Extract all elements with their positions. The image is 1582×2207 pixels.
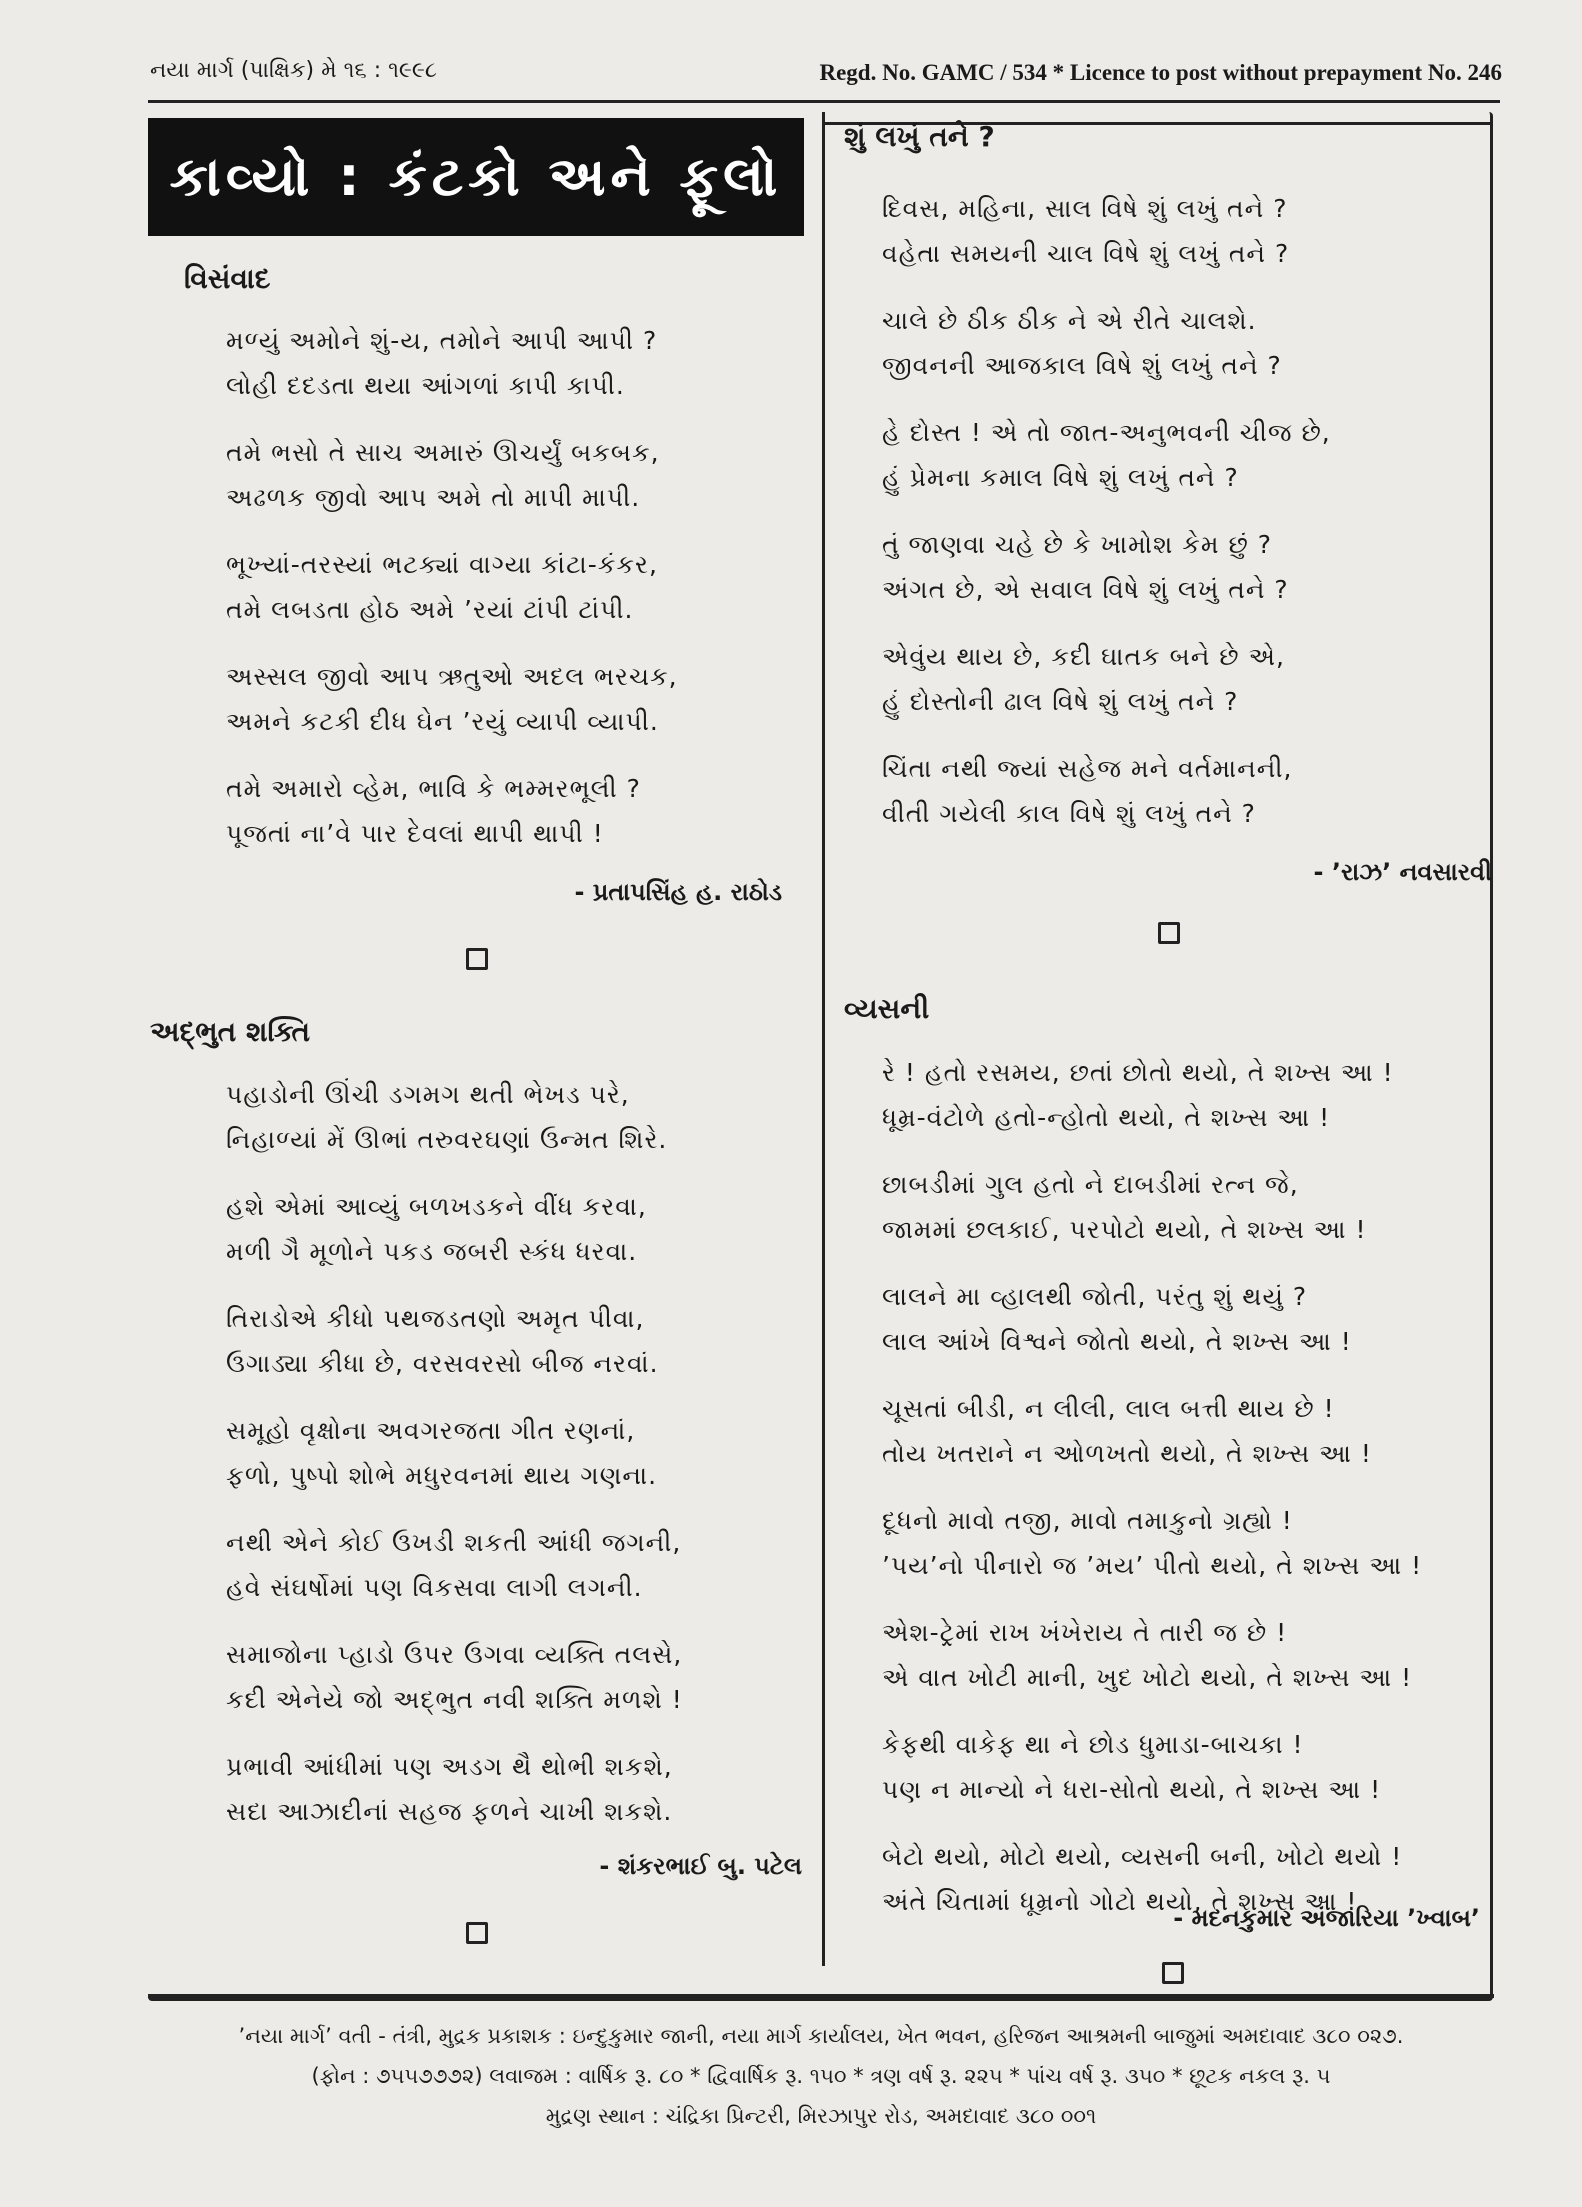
end-mark-box [466, 948, 488, 970]
stanza [226, 654, 678, 744]
stanza [226, 1744, 683, 1834]
stanza [226, 1072, 683, 1162]
poem-line: કેફથી વાકેફ થા ને છોડ ધુમાડા-બાચકા ! [882, 1730, 1304, 1759]
poem-line: સમાજોના પ્હાડો ઉપર ઉગવા વ્યક્તિ તલસે, [226, 1640, 683, 1669]
poem-line: લાલને મા વ્હાલથી જોતી, પરંતુ શું થયું ? [882, 1282, 1308, 1311]
poem-line: હું દોસ્તોની ઢાલ વિષે શું લખું તને ? [882, 687, 1239, 716]
poem-line: તોય ખતરાને ન ઓળખતો થયો, તે શખ્સ આ ! [882, 1439, 1372, 1468]
poem-line: પહાડોની ઊંચી ડગમગ થતી ભેખડ પરે, [226, 1080, 630, 1109]
stanza [226, 1408, 683, 1498]
poem-line: અઢળક જીવો આપ અમે તો માપી માપી. [226, 483, 641, 512]
poem-line: અંતે ચિતામાં ધૂમ્રનો ગોટો થયો, તે શખ્સ આ ! [882, 1887, 1358, 1916]
poem-line: મળ્યું અમોને શું-ય, તમોને આપી આપી ? [226, 326, 658, 355]
poem-title-adbhut: અદ્‌ભુત શક્તિ [150, 1015, 311, 1048]
poem-line: કદી એનેયે જો અદ્‌ભુત નવી શક્તિ મળશે ! [226, 1685, 683, 1714]
poem-line: જામમાં છલકાઈ, પરપોટો થયો, તે શખ્સ આ ! [882, 1215, 1367, 1244]
poem-line: વહેતા સમયની ચાલ વિષે શું લખું તને ? [882, 239, 1290, 268]
poem-adbhut-shakti [226, 1072, 683, 1856]
author-visamvad: - પ્રતાપસિંહ હ. રાઠોડ [574, 878, 782, 906]
poem-line: એવુંય થાય છે, કદી ઘાતક બને છે એ, [882, 642, 1285, 671]
poem-line: દિવસ, મહિના, સાલ વિષે શું લખું તને ? [882, 194, 1288, 223]
stanza [226, 542, 678, 632]
stanza [882, 634, 1331, 724]
poem-line: મળી ગૈ મૂળોને પકડ જબરી સ્કંધ ધરવા. [226, 1237, 638, 1266]
author-shu-lakhu: - ’રાઝ’ નવસારવી [1313, 858, 1492, 886]
banner-title: કાવ્યો : કંટકો અને ફૂલો [169, 145, 783, 208]
stanza [882, 1050, 1422, 1140]
poem-line: ધૂમ્ર-વંટોળે હતો-ન્હોતો થયો, તે શખ્સ આ ! [882, 1103, 1331, 1132]
poem-line: ભૂખ્યાં-તરસ્યાં ભટક્યાં વાગ્યા કાંટા-કંકર, [226, 550, 658, 579]
poem-line: રે ! હતો રસમય, છતાં છોતો થયો, તે શખ્સ આ ! [882, 1058, 1394, 1087]
stanza [226, 1296, 683, 1386]
poem-line: લાલ આંખે વિશ્વને જોતો થયો, તે શખ્સ આ ! [882, 1327, 1352, 1356]
stanza [226, 1184, 683, 1274]
poem-line: દૂધનો માવો તજી, માવો તમાકુનો ગ્રહ્યો ! [882, 1506, 1293, 1535]
poem-line: તું જાણવા ચહે છે કે ખામોશ કેમ છું ? [882, 530, 1273, 559]
poem-line: બેટો થયો, મોટો થયો, વ્યસની બની, ખોટો થયો ! [882, 1842, 1403, 1871]
poem-line: હવે સંઘર્ષોમાં પણ વિકસવા લાગી લગની. [226, 1573, 643, 1602]
stanza [226, 430, 678, 520]
poem-title-shu-lakhu: શું લખું તને ? [844, 120, 995, 153]
stanza [882, 1162, 1422, 1252]
stanza [882, 1386, 1422, 1476]
footer-printer: મુદ્રણ સ્થાન : ચંદ્રિકા પ્રિન્ટરી, મિરઝાપુર રોડ, અમદાવાદ ૩૮૦ ૦૦૧ [545, 2104, 1097, 2128]
poem-line: નિહાળ્યાં મેં ઊભાં તરુવરઘણાં ઉન્મત શિરે. [226, 1125, 668, 1154]
poem-line: ઉગાડ્યા કીધા છે, વરસવરસો બીજ નરવાં. [226, 1349, 659, 1378]
poem-line: એ વાત ખોટી માની, ખુદ ખોટો થયો, તે શખ્સ આ ! [882, 1663, 1413, 1692]
poetry-banner [148, 118, 804, 236]
end-mark-box [1162, 1962, 1184, 1984]
poem-title-visamvad: વિસંવાદ [184, 262, 271, 295]
poem-vyasani [882, 1050, 1422, 1946]
stanza [882, 1498, 1422, 1588]
stanza [882, 186, 1331, 276]
frame-bottom-rule [148, 1994, 1494, 1998]
stanza [226, 318, 678, 408]
end-mark-box [1158, 922, 1180, 944]
stanza [882, 298, 1331, 388]
poem-line: સમૂહો વૃક્ષોના અવગરજતા ગીત રણનાં, [226, 1416, 636, 1445]
poem-shu-lakhu-tane [882, 186, 1331, 858]
stanza [882, 746, 1331, 836]
poem-title-vyasani: વ્યસની [844, 992, 930, 1025]
poem-line: વીતી ગયેલી કાલ વિષે શું લખું તને ? [882, 799, 1256, 828]
author-adbhut: - શંકરભાઈ બુ. પટેલ [599, 1852, 802, 1880]
stanza [226, 766, 678, 856]
stanza [882, 522, 1331, 612]
poem-line: ચાલે છે ઠીક ઠીક ને એ રીતે ચાલશે. [882, 306, 1257, 335]
poem-line: પણ ન માન્યો ને ધરા-સોતો થયો, તે શખ્સ આ ! [882, 1775, 1382, 1804]
footer-subscription: (ફોન : ૭૫૫૭૭૭૨) લવાજમ : વાર્ષિક રૂ. ૮૦ * દ્વિવાર્ષિક રૂ. ૧૫૦ * ત્રણ વર્ષ રૂ. ૨૨૫ * પાંચ વર્ષ રૂ. ૩૫૦ * છૂટક નકલ રૂ. ૫ [311, 2064, 1331, 2088]
poem-line: પૂજતાં ના’વે પાર દેવલાં થાપી થાપી ! [226, 819, 604, 848]
poem-visamvad [226, 318, 678, 878]
poem-line: લોહી દદડતા થયા આંગળાં કાપી કાપી. [226, 371, 625, 400]
poem-line: નથી એને કોઈ ઉખડી શકતી આંધી જગની, [226, 1528, 682, 1557]
poem-line: અસ્સલ જીવો આપ ઋતુઓ અદલ ભરચક, [226, 662, 678, 691]
footer-publisher: ’નયા માર્ગ’ વતી - તંત્રી, મુદ્રક પ્રકાશક : ઇન્દુકુમાર જાની, નયા માર્ગ કાર્યાલય, ખેત ભવન, હરિજન આશ્રમની બાજુમાં અમદાવાદ ૩૮૦ ૦૨૭. [238, 2024, 1404, 2048]
poem-line: હું પ્રેમના કમાલ વિષે શું લખું તને ? [882, 463, 1239, 492]
poem-line: ’પય’નો પીનારો જ ’મય’ પીતો થયો, તે શખ્સ આ ! [882, 1551, 1423, 1580]
poem-line: એશ-ટ્રેમાં રાખ ખંખેરાય તે તારી જ છે ! [882, 1618, 1288, 1647]
poem-line: સદા આઝાદીનાં સહજ ફળને ચાખી શકશે. [226, 1797, 673, 1826]
column-divider [822, 112, 825, 1966]
poem-line: ચૂસતાં બીડી, ન લીલી, લાલ બત્તી થાય છે ! [882, 1394, 1335, 1423]
poem-line: હે દોસ્ત ! એ તો જાત-અનુભવની ચીજ છે, [882, 418, 1331, 447]
stanza [882, 1722, 1422, 1812]
stanza [882, 1274, 1422, 1364]
header-rule [148, 100, 1500, 103]
poem-line: તિરાડોએ કીધો પથજડતણો અમૃત પીવા, [226, 1304, 645, 1333]
poem-line: છાબડીમાં ગુલ હતો ને દાબડીમાં રત્ન જે, [882, 1170, 1299, 1199]
poem-line: તમે લબડતા હોઠ અમે ’રયાં ટાંપી ટાંપી. [226, 595, 634, 624]
stanza [226, 1520, 683, 1610]
poem-line: અંગત છે, એ સવાલ વિષે શું લખું તને ? [882, 575, 1289, 604]
poem-line: તમે અમારો વ્હેમ, ભાવિ કે ભમ્મરભૂલી ? [226, 774, 641, 803]
poem-line: અમને કટકી દીધ ઘેન ’રયું વ્યાપી વ્યાપી. [226, 707, 659, 736]
end-mark-box [466, 1922, 488, 1944]
stanza [882, 410, 1331, 500]
poem-line: જીવનની આજકાલ વિષે શું લખું તને ? [882, 351, 1282, 380]
poem-line: હશે એમાં આવ્યું બળખડકને વીંધ કરવા, [226, 1192, 647, 1221]
stanza [226, 1632, 683, 1722]
poem-line: ફળો, પુષ્પો શોભે મધુરવનમાં થાય ગણના. [226, 1461, 658, 1490]
header-issue-info: નયા માર્ગ (પાક્ષિક) મે ૧૬ : ૧૯૯૮ [150, 58, 438, 83]
author-vyasani: - મદનકુમાર અંજારિયા ’ખ્વાબ’ [1173, 1904, 1480, 1932]
poem-line: તમે ભસો તે સાચ અમારું ઊચર્યું બકબક, [226, 438, 660, 467]
stanza [882, 1610, 1422, 1700]
poem-line: ચિંતા નથી જ્યાં સહેજ મને વર્તમાનની, [882, 754, 1293, 783]
poem-line: પ્રભાવી આંધીમાં પણ અડગ થૈ થોભી શકશે, [226, 1752, 673, 1781]
header-registration: Regd. No. GAMC / 534 * Licence to post without prepayment No. 246 [819, 60, 1502, 85]
